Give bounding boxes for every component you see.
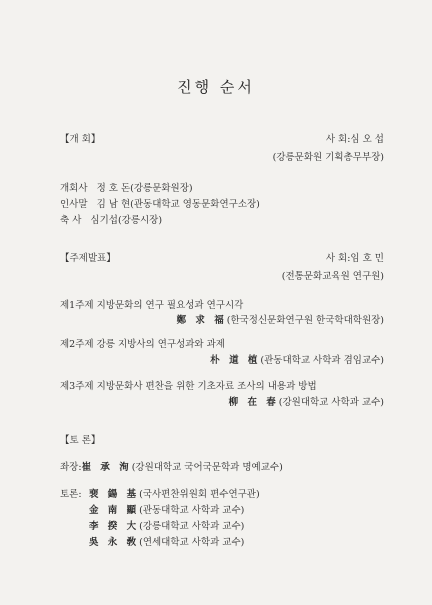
topic-title: 지방문화사 편찬을 위한 기초자료 조사의 내용과 방법	[96, 381, 317, 392]
presenter-name: 朴 道 植	[210, 355, 261, 366]
topic-presenter-line	[229, 394, 384, 408]
presenter-affiliation: (관동대학교 사학과 겸임교수)	[260, 355, 384, 366]
discussant-line	[89, 518, 244, 532]
person-name: 김 남 현	[96, 199, 131, 210]
role-label: 인사말	[60, 199, 88, 210]
opening-row	[60, 212, 162, 226]
opening-moderator-affiliation: (강릉문화원 기획총무부장)	[272, 152, 384, 163]
discussant-affiliation: (강릉대학교 사학과 교수)	[139, 521, 245, 532]
affiliation: (관동대학교 영동문화연구소장)	[130, 199, 260, 210]
opening-header: 【개 회】	[60, 134, 101, 145]
chair-label: 좌장:	[60, 462, 82, 473]
topic-title: 지방문화의 연구 필요성과 연구시각	[96, 300, 244, 311]
discussant-line	[89, 486, 260, 500]
topics-moderator-affiliation: (전통문화교육원 연구원)	[281, 271, 384, 282]
topics-header: 【주제발표】	[60, 253, 116, 264]
presenter-name: 鄭 求 福	[176, 315, 227, 326]
opening-moderator: 사 회:심 오 섭	[325, 134, 384, 145]
discussion-chair-line	[60, 459, 283, 473]
discussant-line	[89, 502, 244, 516]
chair-name: 崔 承 洵	[81, 462, 132, 473]
person-name: 정 호 돈	[96, 183, 131, 194]
discussant-name: 裵 鍚 基	[89, 489, 140, 500]
discussant-name: 李 揆 大	[89, 521, 140, 532]
discussion-panel-label: 토론:	[60, 489, 82, 500]
role-label: 축 사	[60, 215, 82, 226]
affiliation: (강릉시장)	[117, 215, 163, 226]
topic-presenter-line	[177, 312, 384, 326]
page-title: 진행 순서	[177, 78, 255, 96]
topic-title: 강릉 지방사의 연구성과와 과제	[96, 339, 225, 350]
role-label: 개회사	[60, 183, 88, 194]
discussant-affiliation: (관동대학교 사학과 교수)	[139, 505, 245, 516]
discussion-header: 【토 론】	[60, 435, 101, 446]
opening-row	[60, 180, 193, 194]
presenter-affiliation: (한국정신문화연구원 한국학대학원장)	[226, 315, 384, 326]
person-name: 심기섭	[90, 215, 118, 226]
opening-row	[60, 196, 260, 210]
topic-number: 제2주제	[60, 339, 94, 350]
presenter-affiliation: (강원대학교 사학과 교수)	[278, 397, 384, 408]
presenter-name: 柳 在 春	[228, 397, 279, 408]
chair-affiliation: (강원대학교 국어국문학과 명예교수)	[131, 462, 283, 473]
discussant-line	[89, 534, 244, 548]
topic-number: 제1주제	[60, 300, 94, 311]
topic-title-line	[60, 336, 225, 350]
discussant-name: 吳 永 敎	[89, 537, 140, 548]
discussant-name: 金 南 顯	[89, 505, 140, 516]
discussant-affiliation: (연세대학교 사학과 교수)	[139, 537, 245, 548]
topic-title-line	[60, 378, 317, 392]
topic-title-line	[60, 297, 243, 311]
affiliation: (강릉문화원장)	[130, 183, 193, 194]
discussant-affiliation: (국사편찬위원회 편수연구관)	[139, 489, 260, 500]
topic-presenter-line	[210, 352, 384, 366]
topics-moderator: 사 회:임 호 민	[325, 253, 384, 264]
topic-number: 제3주제	[60, 381, 94, 392]
